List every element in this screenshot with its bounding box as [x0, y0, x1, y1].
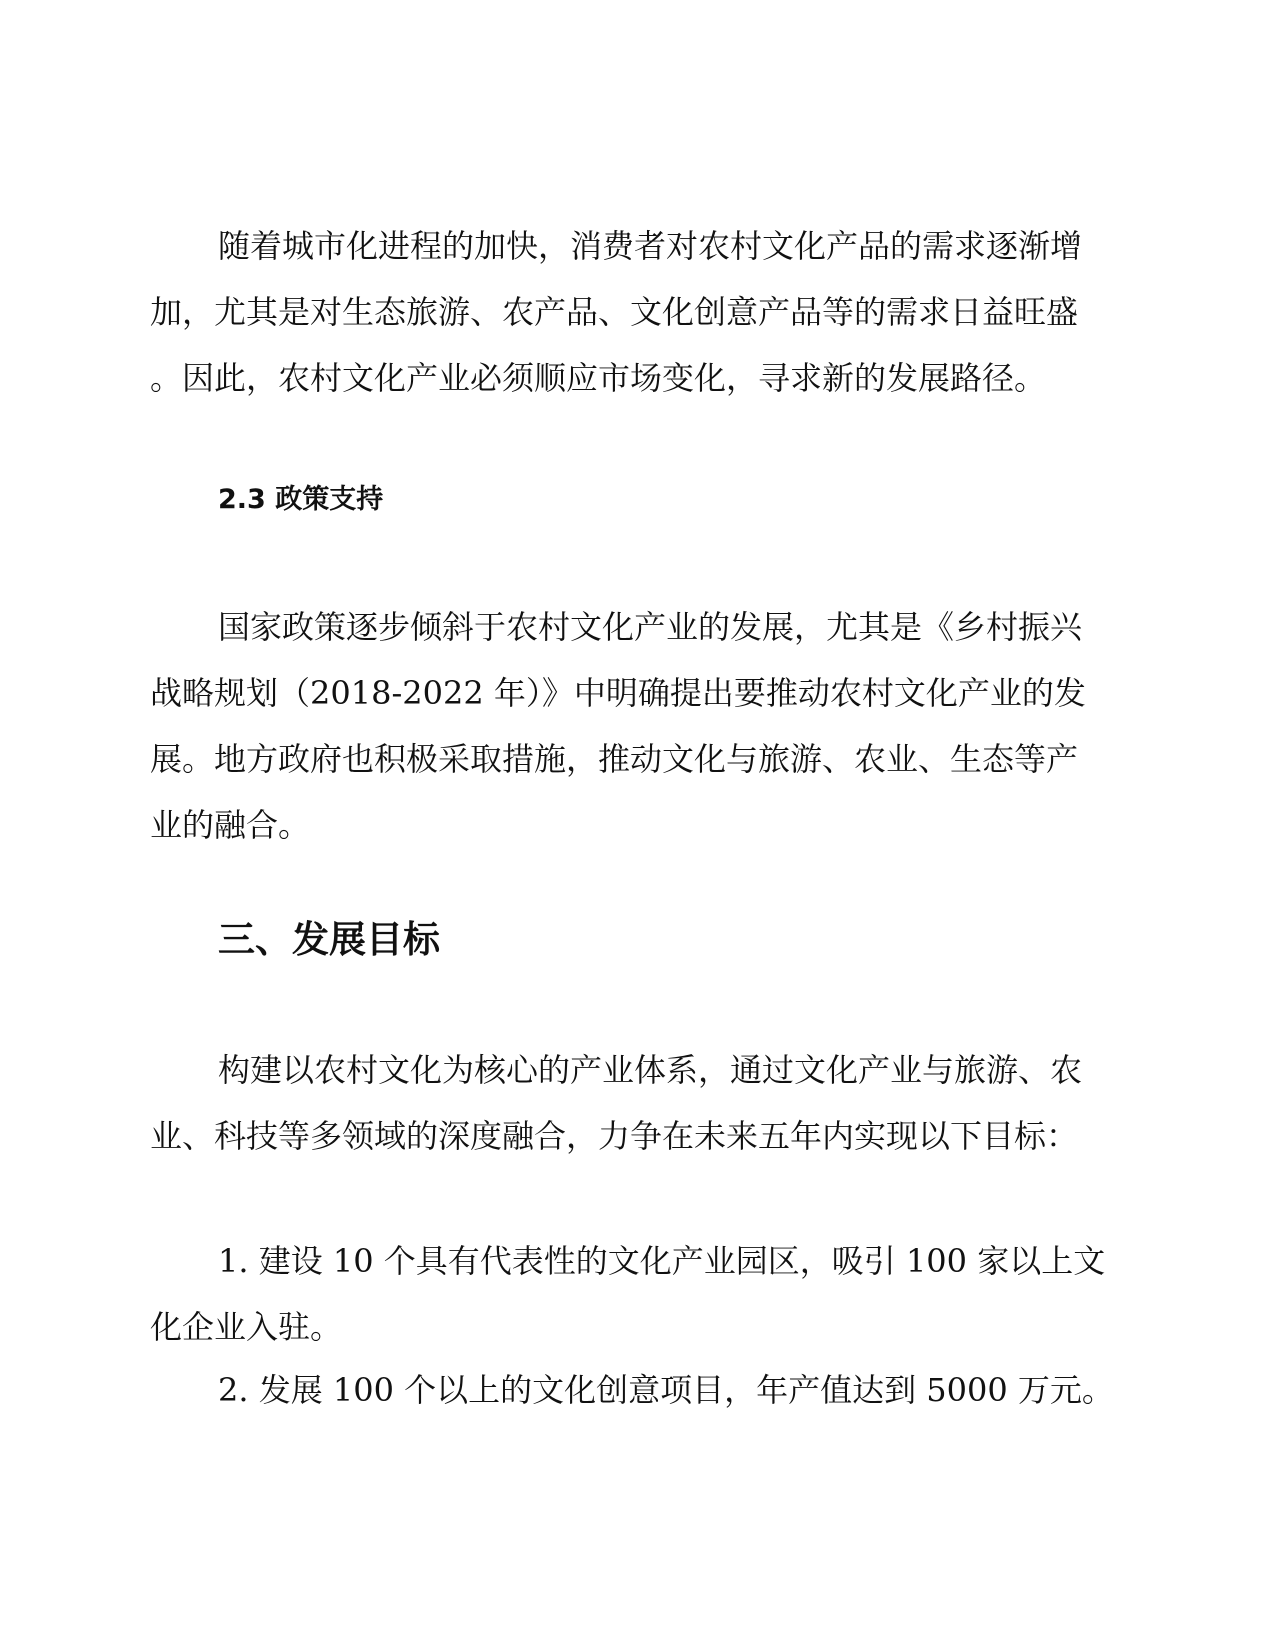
- goal-item-1: [150, 1228, 1125, 1360]
- subheading-text: 2.3 政策支持: [218, 484, 384, 515]
- section-heading-text: 三、发展目标: [218, 918, 440, 961]
- list-item-line: 1. 建设 10 个具有代表性的文化产业园区，吸引 100 家以上文: [218, 1242, 1106, 1280]
- paragraph-line: 。因此，农村文化产业必须顺应市场变化，寻求新的发展路径。: [150, 359, 1047, 397]
- paragraph-line: 加，尤其是对生态旅游、农产品、文化创意产品等的需求日益旺盛: [150, 293, 1079, 331]
- paragraph-line: 构建以农村文化为核心的产业体系，通过文化产业与旅游、农: [218, 1051, 1083, 1089]
- paragraph-line: 业、科技等多领域的深度融合，力争在未来五年内实现以下目标：: [150, 1117, 1079, 1155]
- paragraph-line: 随着城市化进程的加快，消费者对农村文化产品的需求逐渐增: [218, 227, 1083, 265]
- paragraph-market-demand: [150, 213, 1125, 411]
- paragraph-goals-intro: [150, 1037, 1125, 1169]
- paragraph-line: 展。地方政府也积极采取措施，推动文化与旅游、农业、生态等产: [150, 740, 1079, 778]
- subheading-policy-support: [150, 480, 1125, 520]
- paragraph-policy: [150, 594, 1125, 858]
- section-heading-goals: [150, 915, 1125, 965]
- paragraph-line: 国家政策逐步倾斜于农村文化产业的发展，尤其是《乡村振兴: [218, 608, 1083, 646]
- paragraph-line: 战略规划（2018-2022 年）》中明确提出要推动农村文化产业的发: [150, 674, 1086, 712]
- paragraph-line: 业的融合。: [150, 806, 311, 844]
- list-item-line: 化企业入驻。: [150, 1308, 343, 1346]
- list-item-line: 2. 发展 100 个以上的文化创意项目，年产值达到 5000 万元。: [218, 1371, 1114, 1409]
- goal-item-2: [150, 1357, 1125, 1423]
